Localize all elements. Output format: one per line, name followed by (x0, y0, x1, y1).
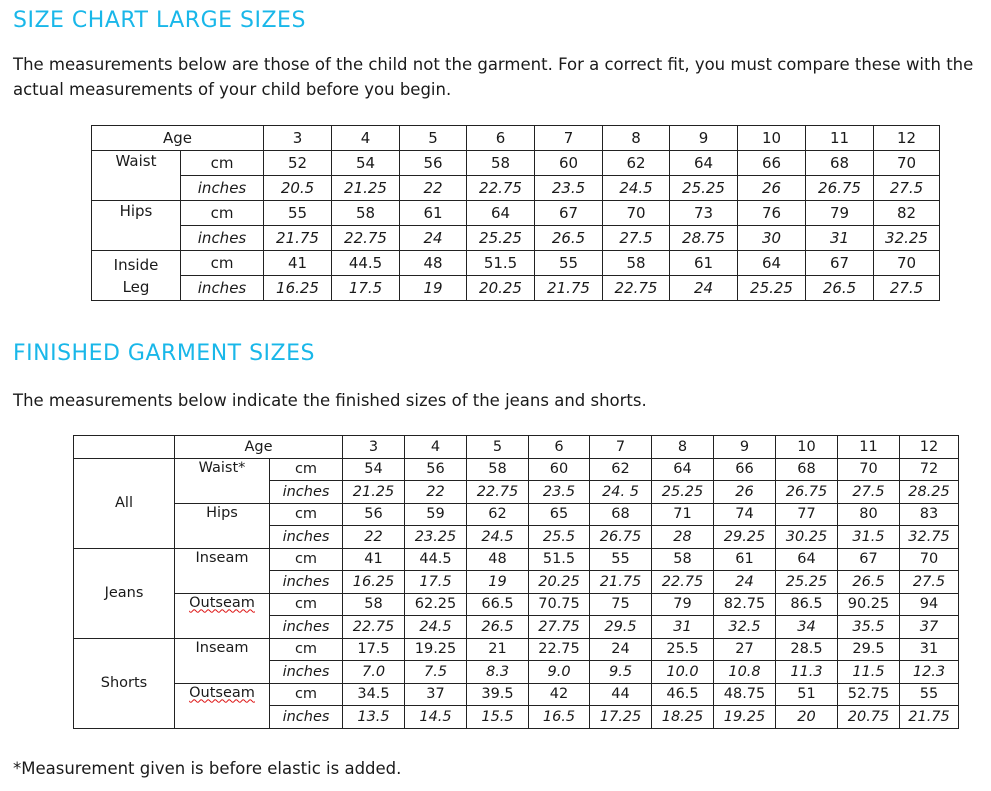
group-jeans-label: Jeans (74, 548, 175, 638)
value-cell: 27.5 (900, 571, 959, 594)
value-cell: 23.25 (405, 526, 467, 549)
value-cell: 25.25 (738, 276, 806, 301)
value-cell: 61 (400, 201, 467, 226)
value-cell: 17.5 (343, 638, 405, 661)
value-cell: 67 (806, 251, 874, 276)
age-header: Age (175, 436, 343, 459)
outseam-label (175, 593, 270, 638)
table-row (74, 458, 959, 481)
outseam-label-text: Outseam (189, 594, 255, 611)
value-cell: 26 (738, 176, 806, 201)
value-cell: 54 (332, 151, 400, 176)
value-cell: 22.75 (529, 638, 590, 661)
age-cell: 9 (714, 436, 776, 459)
value-cell: 66.5 (467, 593, 529, 616)
value-cell: 24 (714, 571, 776, 594)
value-cell: 26.75 (590, 526, 652, 549)
value-cell: 32.75 (900, 526, 959, 549)
value-cell: 28 (652, 526, 714, 549)
table-row (74, 503, 959, 526)
unit-label: cm (270, 683, 343, 706)
unit-label: inches (270, 661, 343, 684)
value-cell: 16.25 (264, 276, 332, 301)
value-cell: 17.25 (590, 706, 652, 729)
unit-label: cm (270, 458, 343, 481)
value-cell: 30.25 (776, 526, 838, 549)
value-cell: 13.5 (343, 706, 405, 729)
value-cell: 21.75 (535, 276, 603, 301)
age-cell: 3 (264, 126, 332, 151)
value-cell: 9.0 (529, 661, 590, 684)
header-row (74, 436, 959, 459)
value-cell: 29.25 (714, 526, 776, 549)
value-cell: 24 (590, 638, 652, 661)
value-cell: 31.5 (838, 526, 900, 549)
value-cell: 48 (400, 251, 467, 276)
value-cell: 68 (776, 458, 838, 481)
value-cell: 22.75 (652, 571, 714, 594)
value-cell: 62 (603, 151, 670, 176)
value-cell: 26.5 (467, 616, 529, 639)
unit-label: cm (181, 201, 264, 226)
waist-label: Waist (92, 151, 181, 201)
value-cell: 66 (738, 151, 806, 176)
age-cell: 4 (332, 126, 400, 151)
value-cell: 70 (838, 458, 900, 481)
value-cell: 56 (343, 503, 405, 526)
value-cell: 16.5 (529, 706, 590, 729)
age-cell: 4 (405, 436, 467, 459)
age-cell: 3 (343, 436, 405, 459)
age-cell: 5 (467, 436, 529, 459)
value-cell: 27.5 (874, 176, 940, 201)
waist-label: Waist* (175, 458, 270, 503)
value-cell: 55 (900, 683, 959, 706)
value-cell: 39.5 (467, 683, 529, 706)
value-cell: 72 (900, 458, 959, 481)
value-cell: 48.75 (714, 683, 776, 706)
value-cell: 22 (400, 176, 467, 201)
value-cell: 73 (670, 201, 738, 226)
value-cell: 68 (590, 503, 652, 526)
age-cell: 9 (670, 126, 738, 151)
age-cell: 11 (838, 436, 900, 459)
value-cell: 29.5 (590, 616, 652, 639)
value-cell: 31 (652, 616, 714, 639)
value-cell: 67 (535, 201, 603, 226)
age-cell: 10 (738, 126, 806, 151)
value-cell: 25.25 (652, 481, 714, 504)
group-all-label: All (74, 458, 175, 548)
value-cell: 25.5 (529, 526, 590, 549)
value-cell: 27.75 (529, 616, 590, 639)
unit-label: inches (270, 706, 343, 729)
hips-label: Hips (92, 201, 181, 251)
value-cell: 64 (738, 251, 806, 276)
value-cell: 75 (590, 593, 652, 616)
value-cell: 65 (529, 503, 590, 526)
value-cell: 15.5 (467, 706, 529, 729)
value-cell: 70 (603, 201, 670, 226)
value-cell: 62 (590, 458, 652, 481)
value-cell: 26.5 (806, 276, 874, 301)
value-cell: 27.5 (603, 226, 670, 251)
value-cell: 41 (343, 548, 405, 571)
value-cell: 26.5 (838, 571, 900, 594)
value-cell: 71 (652, 503, 714, 526)
value-cell: 62 (467, 503, 529, 526)
value-cell: 14.5 (405, 706, 467, 729)
value-cell: 27.5 (874, 276, 940, 301)
value-cell: 20.25 (529, 571, 590, 594)
value-cell: 17.5 (405, 571, 467, 594)
value-cell: 52.75 (838, 683, 900, 706)
value-cell: 44.5 (405, 548, 467, 571)
value-cell: 64 (652, 458, 714, 481)
unit-label: inches (181, 276, 264, 301)
value-cell: 20 (776, 706, 838, 729)
value-cell: 70 (900, 548, 959, 571)
age-cell: 5 (400, 126, 467, 151)
unit-label: cm (270, 638, 343, 661)
value-cell: 46.5 (652, 683, 714, 706)
value-cell: 22 (343, 526, 405, 549)
value-cell: 58 (332, 201, 400, 226)
value-cell: 79 (806, 201, 874, 226)
value-cell: 21 (467, 638, 529, 661)
inside-leg-label-line1: Inside (113, 255, 159, 274)
unit-label: inches (181, 176, 264, 201)
outseam-label (175, 683, 270, 728)
value-cell: 61 (670, 251, 738, 276)
value-cell: 55 (264, 201, 332, 226)
inside-leg-label (92, 251, 181, 301)
value-cell: 25.25 (467, 226, 535, 251)
value-cell: 77 (776, 503, 838, 526)
age-cell: 10 (776, 436, 838, 459)
value-cell: 42 (529, 683, 590, 706)
value-cell: 10.8 (714, 661, 776, 684)
size-chart-intro: The measurements below are those of the child not the garment. For a correct fit, you must compare these with the actual measurements of your child before you begin. (13, 55, 974, 99)
table-row (92, 251, 940, 276)
value-cell: 18.25 (652, 706, 714, 729)
value-cell: 58 (467, 458, 529, 481)
value-cell: 70.75 (529, 593, 590, 616)
value-cell: 21.75 (900, 706, 959, 729)
value-cell: 26.5 (535, 226, 603, 251)
value-cell: 62.25 (405, 593, 467, 616)
unit-label: cm (270, 503, 343, 526)
value-cell: 26 (714, 481, 776, 504)
value-cell: 58 (343, 593, 405, 616)
value-cell: 58 (652, 548, 714, 571)
value-cell: 64 (670, 151, 738, 176)
value-cell: 56 (405, 458, 467, 481)
value-cell: 59 (405, 503, 467, 526)
value-cell: 55 (535, 251, 603, 276)
value-cell: 19 (400, 276, 467, 301)
value-cell: 22.75 (603, 276, 670, 301)
value-cell: 24 (400, 226, 467, 251)
value-cell: 34 (776, 616, 838, 639)
value-cell: 55 (590, 548, 652, 571)
value-cell: 24 (670, 276, 738, 301)
age-cell: 12 (900, 436, 959, 459)
value-cell: 22.75 (467, 176, 535, 201)
value-cell: 26.75 (776, 481, 838, 504)
inside-leg-label-line2: Leg (122, 277, 150, 296)
value-cell: 24.5 (405, 616, 467, 639)
age-cell: 6 (467, 126, 535, 151)
value-cell: 66 (714, 458, 776, 481)
value-cell: 7.0 (343, 661, 405, 684)
value-cell: 67 (838, 548, 900, 571)
hips-label: Hips (175, 503, 270, 548)
value-cell: 64 (776, 548, 838, 571)
value-cell: 76 (738, 201, 806, 226)
unit-label: cm (181, 151, 264, 176)
value-cell: 90.25 (838, 593, 900, 616)
value-cell: 44.5 (332, 251, 400, 276)
value-cell: 24. 5 (590, 481, 652, 504)
value-cell: 83 (900, 503, 959, 526)
unit-label: cm (270, 548, 343, 571)
value-cell: 86.5 (776, 593, 838, 616)
value-cell: 37 (900, 616, 959, 639)
value-cell: 79 (652, 593, 714, 616)
value-cell: 26.75 (806, 176, 874, 201)
table-row (92, 176, 940, 201)
value-cell: 20.5 (264, 176, 332, 201)
age-cell: 8 (603, 126, 670, 151)
value-cell: 74 (714, 503, 776, 526)
footnote: *Measurement given is before elastic is added. (13, 759, 402, 778)
value-cell: 9.5 (590, 661, 652, 684)
finished-garment-table (73, 435, 959, 729)
value-cell: 11.5 (838, 661, 900, 684)
inseam-label: Inseam (175, 638, 270, 683)
value-cell: 32.5 (714, 616, 776, 639)
age-cell: 11 (806, 126, 874, 151)
value-cell: 22.75 (332, 226, 400, 251)
value-cell: 70 (874, 151, 940, 176)
value-cell: 8.3 (467, 661, 529, 684)
value-cell: 51 (776, 683, 838, 706)
value-cell: 51.5 (467, 251, 535, 276)
header-row (92, 126, 940, 151)
value-cell: 22.75 (467, 481, 529, 504)
finished-garment-intro: The measurements below indicate the finished sizes of the jeans and shorts. (13, 391, 647, 410)
table-row (74, 548, 959, 571)
value-cell: 19.25 (405, 638, 467, 661)
value-cell: 25.25 (670, 176, 738, 201)
age-cell: 7 (590, 436, 652, 459)
value-cell: 30 (738, 226, 806, 251)
value-cell: 56 (400, 151, 467, 176)
value-cell: 21.25 (343, 481, 405, 504)
unit-label: cm (270, 593, 343, 616)
outseam-label-text: Outseam (189, 684, 255, 701)
age-cell: 6 (529, 436, 590, 459)
value-cell: 60 (535, 151, 603, 176)
value-cell: 16.25 (343, 571, 405, 594)
value-cell: 23.5 (535, 176, 603, 201)
value-cell: 17.5 (332, 276, 400, 301)
value-cell: 27 (714, 638, 776, 661)
value-cell: 52 (264, 151, 332, 176)
table-row (92, 151, 940, 176)
value-cell: 28.75 (670, 226, 738, 251)
value-cell: 82 (874, 201, 940, 226)
value-cell: 58 (467, 151, 535, 176)
age-cell: 7 (535, 126, 603, 151)
age-cell: 8 (652, 436, 714, 459)
unit-label: inches (270, 526, 343, 549)
value-cell: 41 (264, 251, 332, 276)
value-cell: 80 (838, 503, 900, 526)
value-cell: 22 (405, 481, 467, 504)
unit-label: inches (270, 571, 343, 594)
unit-label: cm (181, 251, 264, 276)
table-row (74, 593, 959, 616)
value-cell: 51.5 (529, 548, 590, 571)
value-cell: 23.5 (529, 481, 590, 504)
value-cell: 28.25 (900, 481, 959, 504)
value-cell: 34.5 (343, 683, 405, 706)
table-row (74, 638, 959, 661)
table-row (92, 276, 940, 301)
value-cell: 10.0 (652, 661, 714, 684)
value-cell: 32.25 (874, 226, 940, 251)
value-cell: 44 (590, 683, 652, 706)
value-cell: 68 (806, 151, 874, 176)
table-row (92, 201, 940, 226)
value-cell: 35.5 (838, 616, 900, 639)
value-cell: 25.5 (652, 638, 714, 661)
value-cell: 21.75 (264, 226, 332, 251)
unit-label: inches (270, 616, 343, 639)
value-cell: 60 (529, 458, 590, 481)
value-cell: 11.3 (776, 661, 838, 684)
value-cell: 21.75 (590, 571, 652, 594)
group-shorts-label: Shorts (74, 638, 175, 728)
value-cell: 12.3 (900, 661, 959, 684)
value-cell: 25.25 (776, 571, 838, 594)
value-cell: 29.5 (838, 638, 900, 661)
value-cell: 20.25 (467, 276, 535, 301)
inseam-label: Inseam (175, 548, 270, 593)
value-cell: 21.25 (332, 176, 400, 201)
value-cell: 7.5 (405, 661, 467, 684)
unit-label: inches (270, 481, 343, 504)
value-cell: 20.75 (838, 706, 900, 729)
value-cell: 27.5 (838, 481, 900, 504)
value-cell: 31 (806, 226, 874, 251)
value-cell: 82.75 (714, 593, 776, 616)
value-cell: 37 (405, 683, 467, 706)
table-row (92, 226, 940, 251)
value-cell: 94 (900, 593, 959, 616)
value-cell: 58 (603, 251, 670, 276)
size-chart-table (91, 125, 940, 301)
value-cell: 54 (343, 458, 405, 481)
value-cell: 24.5 (467, 526, 529, 549)
section-title-size-chart: SIZE CHART LARGE SIZES (13, 8, 306, 33)
unit-label: inches (181, 226, 264, 251)
value-cell: 31 (900, 638, 959, 661)
age-cell: 12 (874, 126, 940, 151)
section-title-finished-garment: FINISHED GARMENT SIZES (13, 341, 315, 366)
table-row (74, 683, 959, 706)
blank-header (74, 436, 175, 459)
value-cell: 19.25 (714, 706, 776, 729)
value-cell: 28.5 (776, 638, 838, 661)
value-cell: 61 (714, 548, 776, 571)
age-header: Age (92, 126, 264, 151)
value-cell: 22.75 (343, 616, 405, 639)
value-cell: 64 (467, 201, 535, 226)
value-cell: 19 (467, 571, 529, 594)
value-cell: 70 (874, 251, 940, 276)
value-cell: 48 (467, 548, 529, 571)
value-cell: 24.5 (603, 176, 670, 201)
